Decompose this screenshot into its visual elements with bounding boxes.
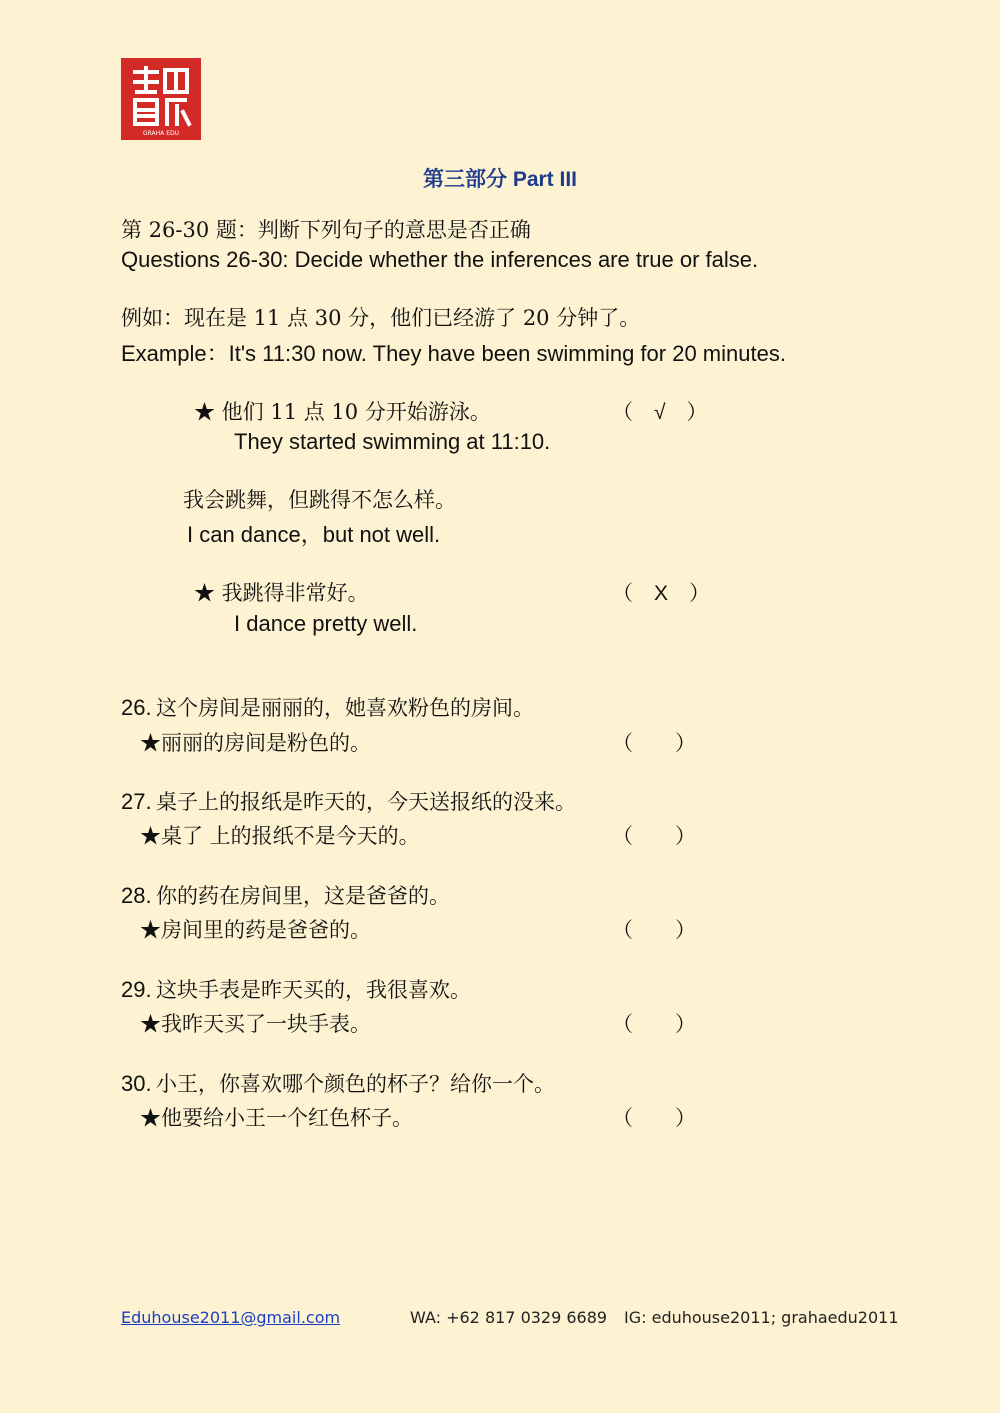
example1-answer: （ √ ） (612, 401, 708, 424)
question-29-statement: ★我昨天买了一块手表。 (140, 1012, 371, 1036)
footer-wa: WA: +62 817 0329 6689 (410, 1308, 608, 1327)
question-30-statement: ★他要给小王一个红色杯子。 (140, 1106, 413, 1130)
example2-answer: （ X ） (612, 582, 711, 605)
logo (121, 58, 201, 140)
question-29-answer-blank[interactable]: （ ） (612, 1013, 696, 1036)
question-sentence: 你的药在房间里，这是爸爸的。 (156, 884, 451, 908)
question-sentence: 桌子上的报纸是昨天的，今天送报纸的没来。 (156, 790, 577, 814)
question-30 (121, 1068, 555, 1098)
instructions-en: Questions 26-30: Decide whether the inferences are true or false. (121, 247, 759, 272)
example2-zh: 我会跳舞，但跳得不怎么样。 (183, 488, 456, 512)
question-sentence: 小王，你喜欢哪个颜色的杯子？给你一个。 (156, 1072, 556, 1096)
question-28-answer-blank[interactable]: （ ） (612, 919, 696, 942)
example2-statement-zh: ★ 我跳得非常好。 (194, 581, 369, 605)
question-27-answer-blank[interactable]: （ ） (612, 825, 696, 848)
graha-edu-seal-icon (121, 58, 201, 140)
example2-statement-en: I dance pretty well. (234, 611, 418, 636)
example1-statement-en: They started swimming at 11:10. (234, 429, 551, 454)
footer-email-wrapper (121, 1308, 340, 1327)
question-sentence: 这块手表是昨天买的，我很喜欢。 (156, 978, 472, 1002)
example2-en: I can dance，but not well. (187, 522, 441, 547)
instructions-zh: 第 26-30 题：判断下列句子的意思是否正确 (121, 218, 531, 242)
logo-subtext: GRAHA EDU (142, 130, 180, 137)
question-27 (121, 786, 576, 816)
example1-en: Example：It's 11:30 now. They have been swimming for 20 minutes. (121, 341, 786, 366)
example1-statement-zh: ★ 他们 11 点 10 分开始游泳。 (194, 400, 491, 424)
question-26-answer-blank[interactable]: （ ） (612, 732, 696, 755)
question-28-statement: ★房间里的药是爸爸的。 (140, 918, 371, 942)
question-26 (121, 692, 534, 722)
question-27-statement: ★桌了 上的报纸不是今天的。 (140, 824, 420, 848)
footer-email-link[interactable]: Eduhouse2011@gmail.com (121, 1308, 341, 1327)
question-number: 30. (121, 1071, 152, 1096)
question-sentence: 这个房间是丽丽的，她喜欢粉色的房间。 (156, 696, 535, 720)
question-number: 28. (121, 883, 152, 908)
question-number: 27. (121, 789, 152, 814)
question-26-statement: ★丽丽的房间是粉色的。 (140, 731, 371, 755)
question-29 (121, 974, 471, 1004)
example1-zh: 例如：现在是 11 点 30 分，他们已经游了 20 分钟了。 (121, 306, 641, 330)
question-30-answer-blank[interactable]: （ ） (612, 1107, 696, 1130)
footer-ig: IG: eduhouse2011; grahaedu2011 (624, 1308, 899, 1327)
question-number: 26. (121, 695, 152, 720)
question-28 (121, 880, 450, 910)
question-number: 29. (121, 977, 152, 1002)
page-title: 第三部分 Part III (422, 168, 578, 191)
